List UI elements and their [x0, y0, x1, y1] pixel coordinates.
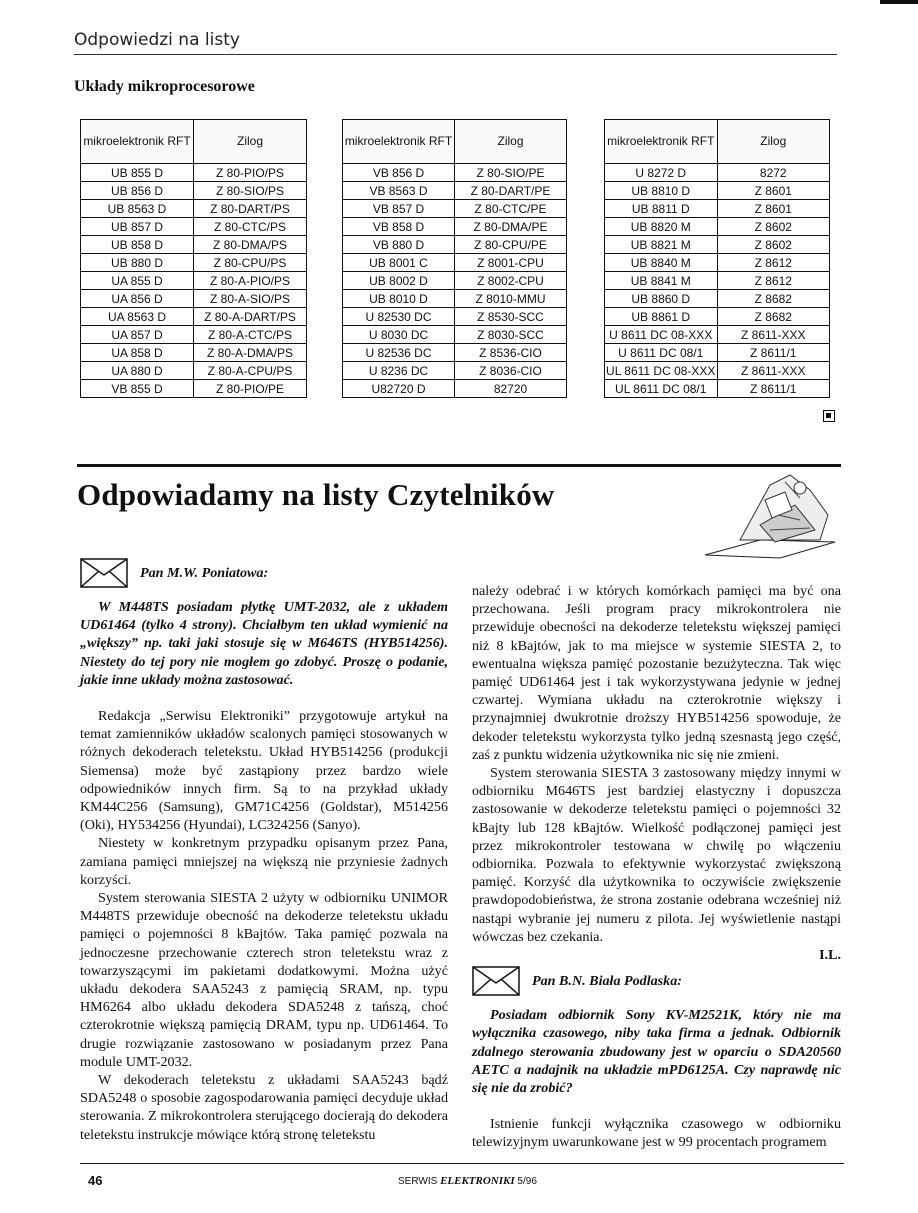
envelope-icon	[472, 966, 520, 996]
cell-rft: VB 857 D	[343, 200, 455, 218]
table-header-row	[81, 120, 307, 164]
table-header-row	[343, 120, 567, 164]
header-rft: mikroelektronik RFT	[343, 120, 455, 164]
cell-zilog: Z 8611/1	[717, 344, 830, 362]
cell-zilog: Z 8601	[717, 200, 830, 218]
cell-zilog: Z 8036-CIO	[455, 362, 567, 380]
table-row	[343, 182, 567, 200]
letter-sender: Pan M.W. Poniatowa:	[140, 564, 269, 581]
cell-rft: UB 8010 D	[343, 290, 455, 308]
header-zilog: Zilog	[717, 120, 830, 164]
header-zilog: Zilog	[194, 120, 307, 164]
cell-zilog: Z 8536-CIO	[455, 344, 567, 362]
footer-rule	[80, 1163, 844, 1164]
cell-rft: UB 8810 D	[605, 182, 718, 200]
table-rft-zilog-3	[604, 119, 830, 398]
cell-zilog: Z 8682	[717, 308, 830, 326]
corner-mark	[880, 0, 918, 4]
table-row	[605, 218, 830, 236]
cell-zilog: Z 80-PIO/PS	[194, 164, 307, 182]
table-row	[81, 218, 307, 236]
answer-paragraph: Istnienie funkcji wyłącznika czasowego w odbiorniku telewizyjnym uwarunkowane jest w 99 procentach programem	[472, 1116, 841, 1151]
table-row	[343, 254, 567, 272]
table-row	[343, 344, 567, 362]
cell-zilog: Z 80-DMA/PE	[455, 218, 567, 236]
table-row	[605, 290, 830, 308]
table-row	[343, 272, 567, 290]
table-row	[605, 308, 830, 326]
table-row	[343, 164, 567, 182]
table-row	[81, 308, 307, 326]
letters-pile-illustration-icon	[700, 470, 840, 560]
table-row	[81, 272, 307, 290]
table-row	[81, 200, 307, 218]
author-signature: I.L.	[819, 947, 841, 964]
table-row	[605, 326, 830, 344]
cell-rft: VB 858 D	[343, 218, 455, 236]
cell-rft: U 82536 DC	[343, 344, 455, 362]
cell-rft: UB 8001 C	[343, 254, 455, 272]
article-rule	[77, 464, 841, 467]
cell-zilog: Z 80-PIO/PE	[194, 380, 307, 398]
reader-question: Posiadam odbiornik Sony KV-M2521K, który nie ma wyłącznika czasowego, niby taka firma a jednak. Odbiornik zdalnego sterowania zbudowany jest w oparciu o SDA20560 AETC a nadajnik na układzie mPD6125A. Czy naprawdę nic się nie da zrobić?	[472, 1007, 841, 1097]
cell-zilog: Z 80-CTC/PE	[455, 200, 567, 218]
cell-rft: UA 856 D	[81, 290, 194, 308]
answer-paragraph: należy odebrać i w których komórkach pamięci ma być ona przechowana. Jeśli program pracy mikrokontrolera nie przewiduje obecności na dekoderze teletekstu większej pamięci niż 8 kBajtów, jak to ma miejsce w systemie SIESTA 2, to ewentualna większa pamięć pozostanie bezużyteczna. Tak więc pamięć UD61464 jest i tak wykorzystywana jedynie w jednej czwartej. Wymiana układu na czterokrotnie większy i przynajmniej dwukrotnie droższy HYB514256 spowoduje, że dekoder teletekstu wykorzysta tylko jedną szesnastą jego część, zaś z punktu widzenia użytkownika nic się nie zmieni.	[472, 583, 841, 763]
article-title: Odpowiadamy na listy Czytelników	[77, 477, 555, 512]
magazine-footer	[398, 1175, 537, 1187]
header-zilog: Zilog	[455, 120, 567, 164]
cell-rft: UB 8563 D	[81, 200, 194, 218]
cell-rft: UB 8821 M	[605, 236, 718, 254]
table-row	[81, 254, 307, 272]
table-row	[343, 380, 567, 398]
table-row	[343, 200, 567, 218]
cell-rft: UB 855 D	[81, 164, 194, 182]
cell-rft: UB 8841 M	[605, 272, 718, 290]
table-row	[81, 326, 307, 344]
table-row	[81, 380, 307, 398]
table-header-row	[605, 120, 830, 164]
cell-rft: U 82530 DC	[343, 308, 455, 326]
letter-from-poniatowa	[80, 558, 448, 588]
cell-rft: U82720 D	[343, 380, 455, 398]
cell-rft: VB 8563 D	[343, 182, 455, 200]
cell-rft: UB 8002 D	[343, 272, 455, 290]
table-row	[605, 254, 830, 272]
cell-zilog: Z 8611-XXX	[717, 326, 830, 344]
cell-zilog: Z 80-DART/PS	[194, 200, 307, 218]
cell-zilog: Z 8601	[717, 182, 830, 200]
table-row	[605, 344, 830, 362]
table-row	[605, 182, 830, 200]
cell-rft: UB 880 D	[81, 254, 194, 272]
table-row	[81, 290, 307, 308]
cell-zilog: Z 80-CTC/PS	[194, 218, 307, 236]
answer-paragraph: W dekoderach teletekstu z układami SAA5243 bądź SDA5248 o sposobie zagospodarowania pamięci decyduje układ sterowania. Z mikrokontrolera sterującego docierają do dekodera teletekstu instrukcje mówiące którą stronę teletekstu	[80, 1072, 448, 1143]
answer-paragraph: Redakcja „Serwisu Elektroniki” przygotowuje artykuł na temat zamienników układów scalonych pamięci stosowanych w różnych dekoderach teletekstu. Układ HYB514256 (produkcji Siemensa) może być zastąpiony przez bardzo wiele odpowiedników innych firm. Są to na przykład układy KM44C256 (Samsung), GM71C4256 (Goldstar), M514256 (Oki), HY534256 (Hyundai), LC324256 (Sanyo).	[80, 708, 448, 834]
cell-zilog: Z 8002-CPU	[455, 272, 567, 290]
cell-rft: UB 8860 D	[605, 290, 718, 308]
article-column-left	[80, 552, 448, 1144]
table-row	[343, 362, 567, 380]
cell-zilog: Z 80-A-SIO/PS	[194, 290, 307, 308]
answer-paragraph: System sterowania SIESTA 2 użyty w odbiorniku UNIMOR M448TS przewiduje obecność na dekoderze teletekstu układu pamięci o pojemności 8 kBajtów. Taka pamięć pozwala na jednoczesne przechowanie czterech stron teletekstu wraz z towarzyszącymi im pakietami dodatkowymi. Można użyć układu dekodera SAA5243 z pamięcią SRAM, np. typu HM6264 albo układu dekodera SDA5248 z tańszą, choć czterokrotnie większą pamięcią DRAM, typu np. UD61464. To drugie rozwiązanie zastosowano w posiadanym przez Pana module UMT-2032.	[80, 890, 448, 1070]
cell-rft: UB 856 D	[81, 182, 194, 200]
table-row	[605, 380, 830, 398]
cell-rft: UA 855 D	[81, 272, 194, 290]
cell-zilog: 82720	[455, 380, 567, 398]
cell-zilog: Z 80-CPU/PS	[194, 254, 307, 272]
table-row	[605, 200, 830, 218]
cell-zilog: Z 80-A-DMA/PS	[194, 344, 307, 362]
letter-sender: Pan B.N. Biała Podlaska:	[532, 973, 682, 990]
cell-zilog: Z 80-DMA/PS	[194, 236, 307, 254]
table-row	[605, 362, 830, 380]
table-rft-zilog-1	[80, 119, 307, 398]
cell-rft: U 8030 DC	[343, 326, 455, 344]
cell-rft: UB 8861 D	[605, 308, 718, 326]
table-row	[81, 362, 307, 380]
page-number: 46	[88, 1173, 103, 1188]
table-row	[605, 272, 830, 290]
cell-zilog: Z 80-SIO/PS	[194, 182, 307, 200]
cell-zilog: Z 8612	[717, 254, 830, 272]
cell-zilog: Z 8010-MMU	[455, 290, 567, 308]
magazine-prefix: SERWIS	[398, 1176, 438, 1187]
cell-zilog: Z 8602	[717, 236, 830, 254]
cell-rft: UA 857 D	[81, 326, 194, 344]
cell-rft: U 8236 DC	[343, 362, 455, 380]
cell-zilog: Z 80-DART/PE	[455, 182, 567, 200]
cell-rft: VB 855 D	[81, 380, 194, 398]
magazine-brand: ELEKTRONIKI	[440, 1175, 515, 1187]
subtitle: Układy mikroprocesorowe	[74, 78, 255, 95]
section-header: Odpowiedzi na listy	[74, 30, 240, 50]
header-rft: mikroelektronik RFT	[605, 120, 718, 164]
cell-rft: UA 858 D	[81, 344, 194, 362]
cell-rft: UB 8811 D	[605, 200, 718, 218]
table-row	[81, 344, 307, 362]
header-rule	[74, 54, 837, 55]
cell-rft: UB 857 D	[81, 218, 194, 236]
cell-rft: UB 8820 M	[605, 218, 718, 236]
table-row	[343, 308, 567, 326]
cell-zilog: Z 8612	[717, 272, 830, 290]
cell-zilog: Z 8001-CPU	[455, 254, 567, 272]
cell-rft: UB 8840 M	[605, 254, 718, 272]
cell-zilog: Z 8682	[717, 290, 830, 308]
cell-zilog: Z 80-A-DART/PS	[194, 308, 307, 326]
envelope-icon	[80, 558, 128, 588]
table-rft-zilog-2	[342, 119, 567, 398]
cell-rft: UA 880 D	[81, 362, 194, 380]
cell-rft: UL 8611 DC 08/1	[605, 380, 718, 398]
table-row	[343, 218, 567, 236]
cell-zilog: Z 80-A-CTC/PS	[194, 326, 307, 344]
cell-rft: VB 880 D	[343, 236, 455, 254]
table-row	[81, 164, 307, 182]
cell-zilog: Z 80-SIO/PE	[455, 164, 567, 182]
cell-rft: UL 8611 DC 08-XXX	[606, 363, 716, 378]
cell-zilog: Z 80-A-CPU/PS	[194, 362, 307, 380]
cell-zilog: Z 8602	[717, 218, 830, 236]
answer-paragraph: System sterowania SIESTA 3 zastosowany między innymi w odbiorniku M646TS jest bardziej elastyczny i dopuszcza zastosowanie w dekoderze teletekstu pamięci o pojemności 32 kBajty lub 128 kBajtów. Wielkość podłączonej pamięci jest przez mikrokontroler testowana w chwilę po włączeniu odbiornika. Pozwala to efektywnie wykorzystać zwiększoną pamięć. Korzyść dla użytkownika to oczywiście zwiększenie prawdopodobieństwa, że strona zostanie odebrana wcześniej niż nastąpi wybranie jej numeru z pilota. Jej wyświetlenie nastąpi wówczas bez czekania.	[472, 765, 841, 945]
cell-zilog: Z 8611/1	[717, 380, 830, 398]
cell-zilog: Z 8611-XXX	[717, 362, 830, 380]
cell-rft: U 8272 D	[605, 164, 718, 182]
article-column-right	[472, 582, 841, 1152]
table-row	[343, 236, 567, 254]
cell-rft: VB 856 D	[343, 164, 455, 182]
end-of-article-icon	[823, 410, 835, 422]
cell-zilog: Z 80-CPU/PE	[455, 236, 567, 254]
table-row	[605, 164, 830, 182]
table-row	[605, 236, 830, 254]
cell-rft: U 8611 DC 08/1	[605, 344, 718, 362]
cell-zilog: Z 8530-SCC	[455, 308, 567, 326]
table-row	[343, 290, 567, 308]
table-row	[81, 182, 307, 200]
cell-zilog: Z 80-A-PIO/PS	[194, 272, 307, 290]
cell-rft: UA 8563 D	[81, 308, 194, 326]
table-row	[343, 326, 567, 344]
cell-zilog: Z 8030-SCC	[455, 326, 567, 344]
issue-number: 5/96	[517, 1176, 537, 1187]
cell-rft: UB 858 D	[81, 236, 194, 254]
table-row	[81, 236, 307, 254]
cell-zilog: 8272	[717, 164, 830, 182]
letter-from-biala-podlaska	[472, 966, 841, 996]
cell-rft: U 8611 DC 08-XXX	[605, 326, 718, 344]
reader-question: W M448TS posiadam płytkę UMT-2032, ale z układem UD61464 (tylko 4 strony). Chciałbym ten układ wymienić na „większy” np. taki jaki stosuje się w M646TS (HYB514256). Niestety do tej pory nie mogłem go zdobyć. Proszę o podanie, jakie inne układy można zastosować.	[80, 599, 448, 688]
answer-paragraph: Niestety w konkretnym przypadku opisanym przez Pana, zamiana pamięci mniejszej na większą nie przyniesie żadnych korzyści.	[80, 835, 448, 888]
header-rft: mikroelektronik RFT	[81, 120, 194, 164]
